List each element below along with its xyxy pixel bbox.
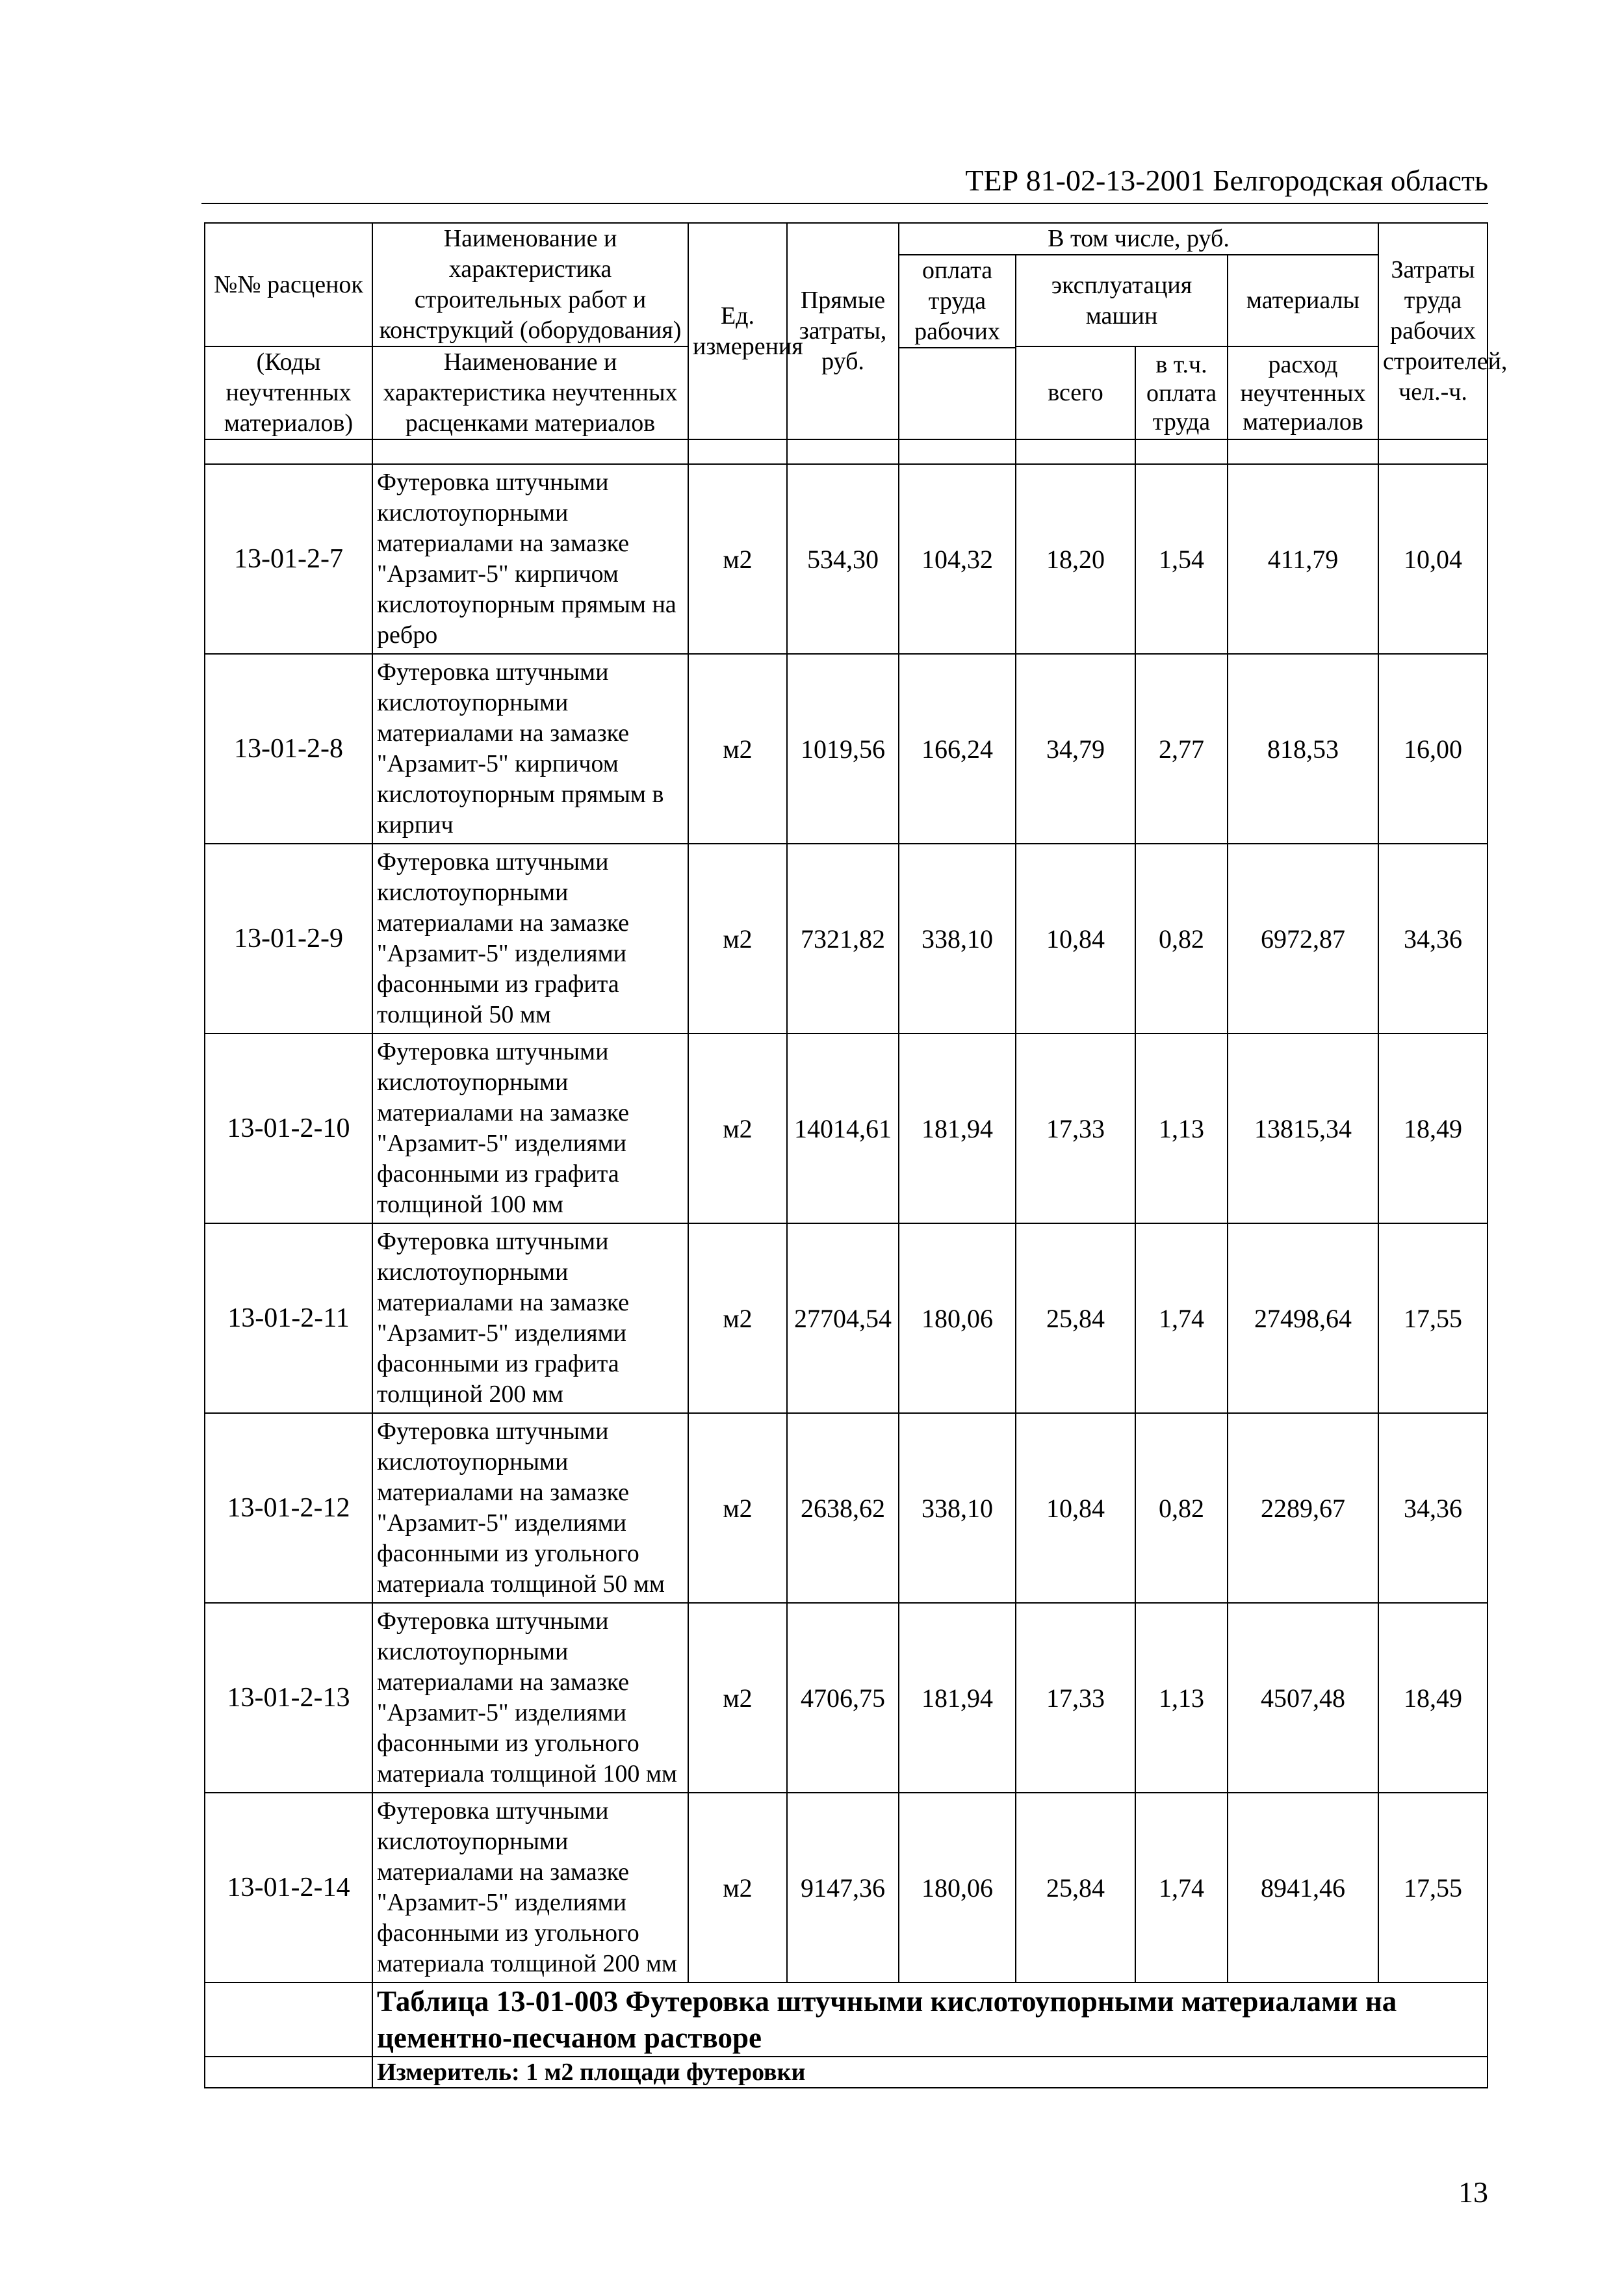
header-including: В том числе, руб. [899, 223, 1378, 255]
rates-table [204, 222, 1508, 2088]
direct-costs: 7321,82 [787, 844, 899, 1034]
material-costs: 27498,64 [1228, 1223, 1378, 1413]
sep-cell-work [1378, 439, 1488, 464]
sep-cell-labor [899, 439, 1016, 464]
rate-code: 13-01-2-9 [205, 844, 372, 1034]
direct-costs: 9147,36 [787, 1793, 899, 1982]
machine-costs: 10,84 [1016, 844, 1135, 1034]
header-labor-pay-continuation [899, 348, 1016, 439]
machine-costs: 25,84 [1016, 1223, 1135, 1413]
header-name: Наименование и характеристика строительных работ и конструкций (оборудования) [372, 223, 688, 346]
header-row-1 [205, 223, 1488, 255]
machine-costs: 34,79 [1016, 654, 1135, 844]
unit-of-measure: м2 [688, 1034, 787, 1223]
rate-code: 13-01-2-12 [205, 1413, 372, 1603]
machine-costs: 10,84 [1016, 1413, 1135, 1603]
material-costs: 411,79 [1228, 464, 1378, 654]
labor-pay: 166,24 [899, 654, 1016, 844]
header-code: №№ расценок [205, 223, 372, 346]
labor-pay: 104,32 [899, 464, 1016, 654]
table-row [205, 1413, 1488, 1603]
unit-of-measure: м2 [688, 1223, 787, 1413]
header-unaccounted-codes: (Коды неучтенных материалов) [205, 346, 372, 439]
header-unit: Ед. измерения [688, 223, 787, 439]
unit-of-measure: м2 [688, 1413, 787, 1603]
labor-hours: 16,00 [1378, 654, 1488, 844]
unit-of-measure: м2 [688, 1793, 787, 1982]
page-number: 13 [1458, 2176, 1488, 2209]
rate-code: 13-01-2-13 [205, 1603, 372, 1793]
labor-pay: 338,10 [899, 1413, 1016, 1603]
machine-labor-pay: 1,74 [1135, 1793, 1228, 1982]
rate-code: 13-01-2-11 [205, 1223, 372, 1413]
unit-of-measure: м2 [688, 654, 787, 844]
machine-costs: 17,33 [1016, 1603, 1135, 1793]
header-machines: эксплуатация машин [1016, 255, 1228, 346]
machine-labor-pay: 0,82 [1135, 844, 1228, 1034]
measure-empty-cell [205, 2057, 372, 2088]
material-costs: 2289,67 [1228, 1413, 1378, 1603]
machine-labor-pay: 1,54 [1135, 464, 1228, 654]
direct-costs: 27704,54 [787, 1223, 899, 1413]
machine-labor-pay: 0,82 [1135, 1413, 1228, 1603]
table-row [205, 464, 1488, 654]
material-costs: 13815,34 [1228, 1034, 1378, 1223]
labor-pay: 180,06 [899, 1223, 1016, 1413]
unit-of-measure: м2 [688, 1603, 787, 1793]
work-description: Футеровка штучными кислотоупорными материалами на замазке "Арзамит-5" изделиями фасонными из графита толщиной 200 мм [372, 1223, 688, 1413]
table-row [205, 1603, 1488, 1793]
labor-hours: 10,04 [1378, 464, 1488, 654]
header-machines-labor: в т.ч. оплата труда [1135, 346, 1228, 439]
sep-cell-mach [1016, 439, 1135, 464]
section-title-row [205, 1982, 1488, 2057]
labor-hours: 34,36 [1378, 1413, 1488, 1603]
section-empty-cell [205, 1982, 372, 2057]
labor-pay: 338,10 [899, 844, 1016, 1034]
sep-cell-name [372, 439, 688, 464]
labor-hours: 17,55 [1378, 1223, 1488, 1413]
material-costs: 818,53 [1228, 654, 1378, 844]
work-description: Футеровка штучными кислотоупорными материалами на замазке "Арзамит-5" изделиями фасонными из угольного материала толщиной 50 мм [372, 1413, 688, 1603]
labor-pay: 181,94 [899, 1603, 1016, 1793]
direct-costs: 2638,62 [787, 1413, 899, 1603]
sep-cell-code [205, 439, 372, 464]
labor-hours: 18,49 [1378, 1603, 1488, 1793]
sep-cell-direct [787, 439, 899, 464]
measure-unit: Измеритель: 1 м2 площади футеровки [372, 2057, 1488, 2088]
labor-hours: 17,55 [1378, 1793, 1488, 1982]
section-title: Таблица 13-01-003 Футеровка штучными кислотоупорными материалами на цементно-песчаном растворе [372, 1982, 1488, 2057]
machine-labor-pay: 1,74 [1135, 1223, 1228, 1413]
measure-row [205, 2057, 1488, 2088]
sep-cell-mat [1228, 439, 1378, 464]
header-unaccounted-consumption: расход неучтенных материалов [1228, 346, 1378, 439]
header-separator-row [205, 439, 1488, 464]
header-direct-costs: Прямые затраты, руб. [787, 223, 899, 439]
labor-hours: 34,36 [1378, 844, 1488, 1034]
work-description: Футеровка штучными кислотоупорными материалами на замазке "Арзамит-5" кирпичом кислотоупорным прямым в кирпич [372, 654, 688, 844]
rate-code: 13-01-2-7 [205, 464, 372, 654]
header-labor-pay: оплата труда рабочих [899, 255, 1016, 348]
direct-costs: 1019,56 [787, 654, 899, 844]
rate-code: 13-01-2-14 [205, 1793, 372, 1982]
rate-code: 13-01-2-8 [205, 654, 372, 844]
material-costs: 4507,48 [1228, 1603, 1378, 1793]
direct-costs: 4706,75 [787, 1603, 899, 1793]
unit-of-measure: м2 [688, 844, 787, 1034]
header-rule [201, 203, 1488, 204]
machine-labor-pay: 1,13 [1135, 1603, 1228, 1793]
sep-cell-mach-labor [1135, 439, 1228, 464]
labor-pay: 180,06 [899, 1793, 1016, 1982]
header-labor-costs: Затраты труда рабочих строителей, чел.-ч. [1378, 223, 1488, 439]
work-description: Футеровка штучными кислотоупорными материалами на замазке "Арзамит-5" изделиями фасонными из графита толщиной 50 мм [372, 844, 688, 1034]
table-row [205, 1793, 1488, 1982]
machine-costs: 25,84 [1016, 1793, 1135, 1982]
work-description: Футеровка штучными кислотоупорными материалами на замазке "Арзамит-5" кирпичом кислотоупорным прямым на ребро [372, 464, 688, 654]
header-unaccounted-name: Наименование и характеристика неучтенных расценками материалов [372, 346, 688, 439]
labor-pay: 181,94 [899, 1034, 1016, 1223]
machine-labor-pay: 2,77 [1135, 654, 1228, 844]
rate-code: 13-01-2-10 [205, 1034, 372, 1223]
document-header: ТЕР 81-02-13-2001 Белгородская область [965, 164, 1488, 197]
machine-costs: 17,33 [1016, 1034, 1135, 1223]
sep-cell-unit [688, 439, 787, 464]
work-description: Футеровка штучными кислотоупорными материалами на замазке "Арзамит-5" изделиями фасонными из графита толщиной 100 мм [372, 1034, 688, 1223]
work-description: Футеровка штучными кислотоупорными материалами на замазке "Арзамит-5" изделиями фасонными из угольного материала толщиной 200 мм [372, 1793, 688, 1982]
work-description: Футеровка штучными кислотоупорными материалами на замазке "Арзамит-5" изделиями фасонными из угольного материала толщиной 100 мм [372, 1603, 688, 1793]
machine-costs: 18,20 [1016, 464, 1135, 654]
header-machines-total: всего [1016, 346, 1135, 439]
unit-of-measure: м2 [688, 464, 787, 654]
table-row [205, 654, 1488, 844]
header-materials: материалы [1228, 255, 1378, 346]
labor-hours: 18,49 [1378, 1034, 1488, 1223]
machine-labor-pay: 1,13 [1135, 1034, 1228, 1223]
table-row [205, 844, 1488, 1034]
direct-costs: 14014,61 [787, 1034, 899, 1223]
direct-costs: 534,30 [787, 464, 899, 654]
material-costs: 6972,87 [1228, 844, 1378, 1034]
material-costs: 8941,46 [1228, 1793, 1378, 1982]
table-row [205, 1034, 1488, 1223]
table-row [205, 1223, 1488, 1413]
